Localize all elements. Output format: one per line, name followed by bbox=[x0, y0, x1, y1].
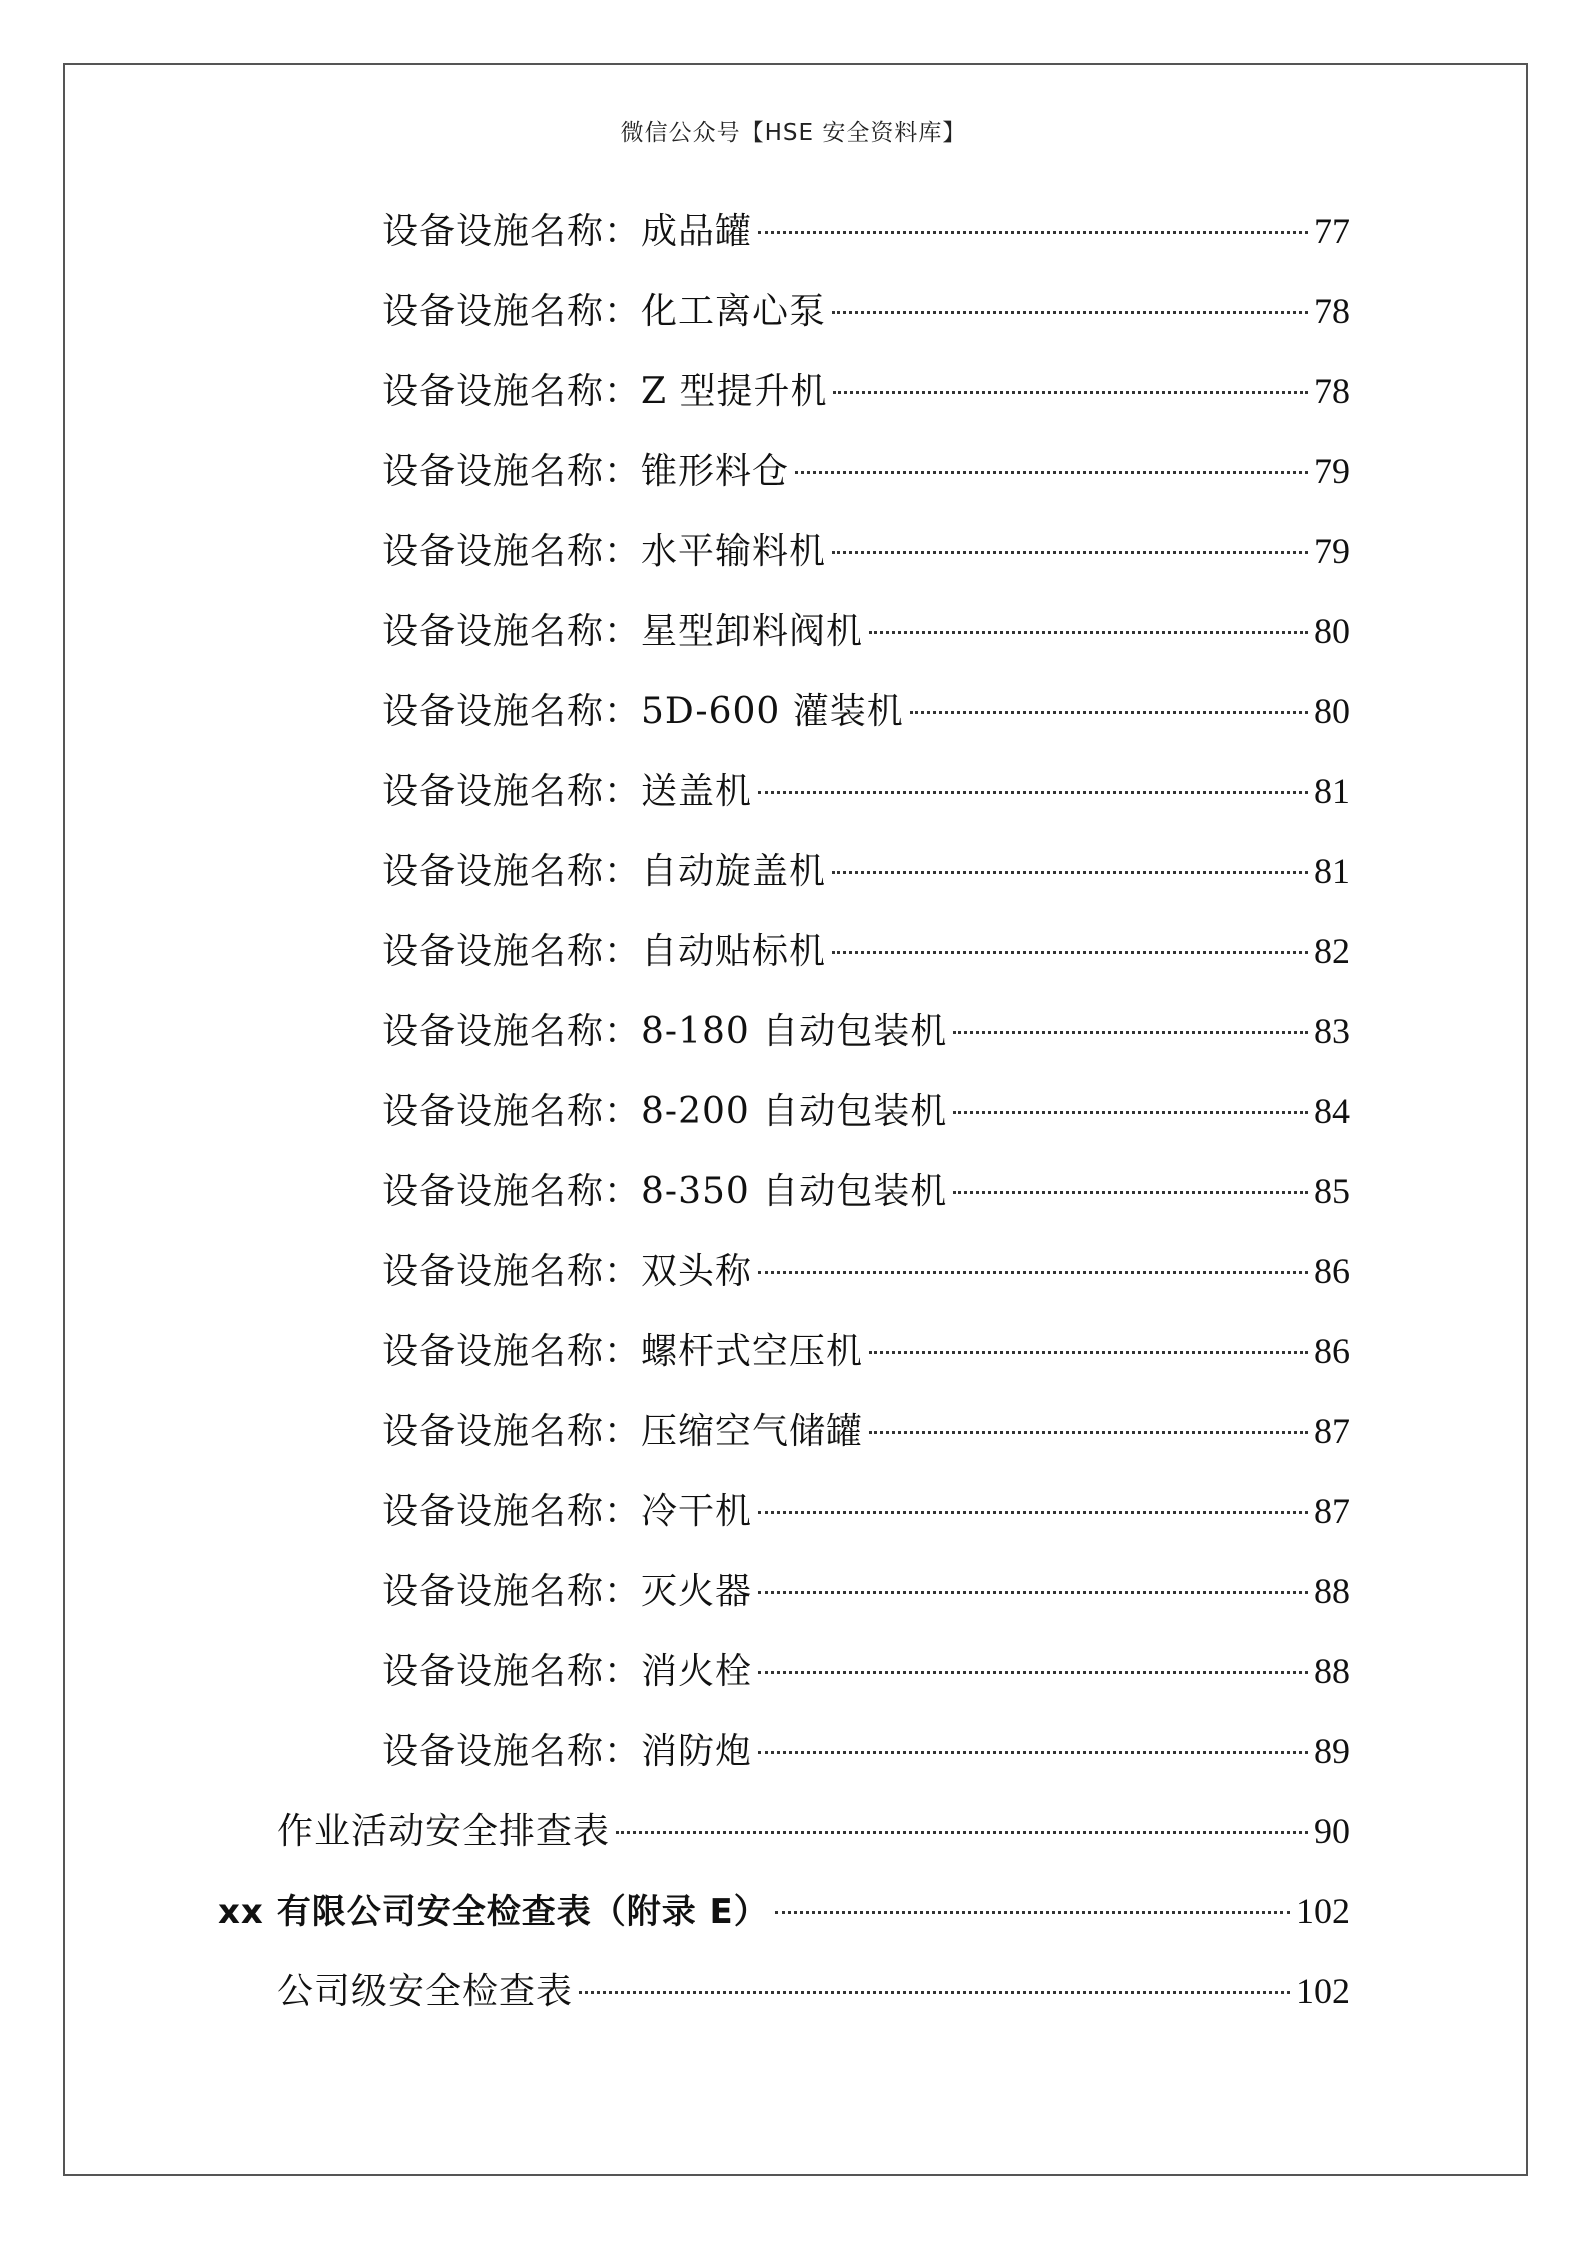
toc-page-number: 81 bbox=[1314, 851, 1350, 891]
toc-page-number: 102 bbox=[1296, 1971, 1350, 2011]
toc-leader-dots bbox=[832, 871, 1308, 874]
toc-entry-label: 设备设施名称：压缩空气储罐 bbox=[382, 1411, 864, 1452]
toc-entry-label: 公司级安全检查表 bbox=[277, 1971, 574, 2012]
toc-leader-dots bbox=[832, 311, 1308, 314]
toc-leader-dots bbox=[953, 1191, 1308, 1194]
toc-leader-dots bbox=[758, 1671, 1308, 1674]
toc-leader-dots bbox=[953, 1031, 1308, 1034]
toc-entry[interactable] bbox=[382, 1083, 1350, 1139]
toc-entry[interactable] bbox=[382, 1723, 1350, 1779]
toc-leader-dots bbox=[775, 1911, 1290, 1914]
toc-page-number: 87 bbox=[1314, 1411, 1350, 1451]
toc-leader-dots bbox=[616, 1831, 1308, 1834]
toc-entry[interactable] bbox=[277, 1803, 1350, 1859]
toc-page-number: 83 bbox=[1314, 1011, 1350, 1051]
toc-entry-label: 设备设施名称：8-180 自动包装机 bbox=[382, 1011, 948, 1052]
toc-entry[interactable] bbox=[382, 1323, 1350, 1379]
toc-entry-label: 设备设施名称：消火栓 bbox=[382, 1651, 753, 1692]
toc-page-number: 102 bbox=[1296, 1891, 1350, 1931]
toc-entry-label: 设备设施名称：锥形料仓 bbox=[382, 451, 790, 492]
toc-page-number: 78 bbox=[1314, 371, 1350, 411]
toc-entry-label: 设备设施名称：8-200 自动包装机 bbox=[382, 1091, 948, 1132]
toc-page-number: 90 bbox=[1314, 1811, 1350, 1851]
toc-page-number: 77 bbox=[1314, 211, 1350, 251]
toc-leader-dots bbox=[579, 1991, 1290, 1994]
toc-entry-label: 设备设施名称：自动旋盖机 bbox=[382, 851, 827, 892]
toc-leader-dots bbox=[758, 1591, 1308, 1594]
page-header: 微信公众号【HSE 安全资料库】 bbox=[620, 120, 967, 146]
toc-entry-label: 设备设施名称：螺杆式空压机 bbox=[382, 1331, 864, 1372]
toc-entry[interactable] bbox=[382, 283, 1350, 339]
toc-page-number: 89 bbox=[1314, 1731, 1350, 1771]
toc-leader-dots bbox=[758, 1751, 1308, 1754]
toc-leader-dots bbox=[869, 1351, 1308, 1354]
toc-entry[interactable] bbox=[382, 443, 1350, 499]
toc-page-number: 79 bbox=[1314, 451, 1350, 491]
toc-page-number: 86 bbox=[1314, 1331, 1350, 1371]
toc-entry[interactable] bbox=[382, 763, 1350, 819]
toc-entry[interactable] bbox=[382, 923, 1350, 979]
toc-page-number: 84 bbox=[1314, 1091, 1350, 1131]
toc-leader-dots bbox=[910, 711, 1308, 714]
toc-page-number: 88 bbox=[1314, 1651, 1350, 1691]
toc-entry[interactable] bbox=[382, 603, 1350, 659]
toc-leader-dots bbox=[869, 631, 1308, 634]
toc-entry[interactable] bbox=[382, 683, 1350, 739]
toc-leader-dots bbox=[953, 1111, 1308, 1114]
toc-entry-label: 设备设施名称：化工离心泵 bbox=[382, 291, 827, 332]
toc-entry-label: 设备设施名称：星型卸料阀机 bbox=[382, 611, 864, 652]
toc-leader-dots bbox=[832, 951, 1308, 954]
toc-leader-dots bbox=[758, 1511, 1308, 1514]
toc-entry[interactable] bbox=[382, 523, 1350, 579]
toc-entry-label: 设备设施名称：5D-600 灌装机 bbox=[382, 691, 904, 732]
toc-leader-dots bbox=[758, 791, 1308, 794]
toc-page-number: 80 bbox=[1314, 691, 1350, 731]
toc-page-number: 81 bbox=[1314, 771, 1350, 811]
toc-leader-dots bbox=[758, 231, 1308, 234]
toc-entry-label: 设备设施名称：水平输料机 bbox=[382, 531, 827, 572]
toc-entry[interactable] bbox=[382, 1243, 1350, 1299]
toc-leader-dots bbox=[758, 1271, 1308, 1274]
toc-page-number: 86 bbox=[1314, 1251, 1350, 1291]
toc-entry[interactable] bbox=[382, 363, 1350, 419]
toc-entry[interactable] bbox=[382, 1163, 1350, 1219]
toc-entry-label: 设备设施名称：双头称 bbox=[382, 1251, 753, 1292]
toc-page-number: 80 bbox=[1314, 611, 1350, 651]
toc-entry-label: 作业活动安全排查表 bbox=[277, 1811, 611, 1852]
toc-entry[interactable] bbox=[218, 1883, 1350, 1939]
toc-leader-dots bbox=[795, 471, 1308, 474]
toc-entry-label: 设备设施名称：灭火器 bbox=[382, 1571, 753, 1612]
toc-entry[interactable] bbox=[277, 1963, 1350, 2019]
toc-page-number: 82 bbox=[1314, 931, 1350, 971]
toc-entry[interactable] bbox=[382, 203, 1350, 259]
toc-entry[interactable] bbox=[382, 1003, 1350, 1059]
toc-entry-label: 设备设施名称：成品罐 bbox=[382, 211, 753, 252]
toc-entry[interactable] bbox=[382, 1483, 1350, 1539]
toc-entry-label: 设备设施名称：Z 型提升机 bbox=[382, 371, 828, 412]
toc-entry-label: 设备设施名称：冷干机 bbox=[382, 1491, 753, 1532]
toc-entry-label: 设备设施名称：消防炮 bbox=[382, 1731, 753, 1772]
toc-entry[interactable] bbox=[382, 1403, 1350, 1459]
toc-leader-dots bbox=[869, 1431, 1308, 1434]
toc-entry[interactable] bbox=[382, 843, 1350, 899]
toc-page-number: 88 bbox=[1314, 1571, 1350, 1611]
toc-entry-label: 设备设施名称：送盖机 bbox=[382, 771, 753, 812]
toc-page-number: 87 bbox=[1314, 1491, 1350, 1531]
toc-entry-label: xx 有限公司安全检查表（附录 E） bbox=[218, 1892, 769, 1932]
toc-entry-label: 设备设施名称：自动贴标机 bbox=[382, 931, 827, 972]
toc-leader-dots bbox=[832, 551, 1308, 554]
toc-page-number: 79 bbox=[1314, 531, 1350, 571]
toc-entry[interactable] bbox=[382, 1563, 1350, 1619]
toc-page-number: 85 bbox=[1314, 1171, 1350, 1211]
toc-page-number: 78 bbox=[1314, 291, 1350, 331]
toc-entry[interactable] bbox=[382, 1643, 1350, 1699]
toc-entry-label: 设备设施名称：8-350 自动包装机 bbox=[382, 1171, 948, 1212]
toc-leader-dots bbox=[833, 391, 1308, 394]
